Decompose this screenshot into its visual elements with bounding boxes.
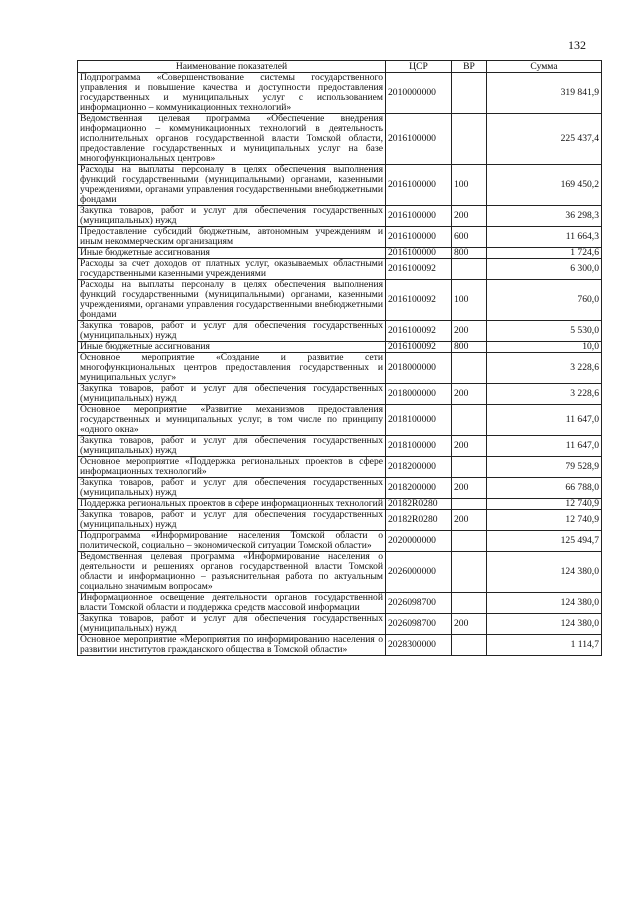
cell-vr: 800 (452, 248, 487, 259)
cell-name: Расходы за счет доходов от платных услуг, оказываемых областными государственными казенными учреждениями (78, 259, 386, 280)
cell-name: Основное мероприятие «Развитие механизмов предоставления государственных и муниципальных услуг, в том числе по принципу «одного окна» (78, 405, 386, 436)
cell-code: 2016100092 (386, 342, 452, 353)
header-vr: ВР (452, 61, 487, 73)
table-row (78, 321, 602, 342)
table-row (78, 593, 602, 614)
cell-vr (452, 457, 487, 478)
cell-sum: 3 228,6 (487, 384, 602, 405)
cell-sum: 79 528,9 (487, 457, 602, 478)
cell-code: 20182R0280 (386, 510, 452, 531)
cell-name: Закупка товаров, работ и услуг для обеспечения государственных (муниципальных) нужд (78, 321, 386, 342)
cell-name: Закупка товаров, работ и услуг для обеспечения государственных (муниципальных) нужд (78, 384, 386, 405)
cell-code: 2018100000 (386, 436, 452, 457)
cell-vr (452, 259, 487, 280)
cell-vr (452, 114, 487, 165)
table-row (78, 259, 602, 280)
cell-name: Предоставление субсидий бюджетным, автономным учреждениям и иным некоммерческим организациям (78, 227, 386, 248)
cell-code: 2026098700 (386, 614, 452, 635)
table-row (78, 614, 602, 635)
cell-sum: 225 437,4 (487, 114, 602, 165)
cell-name: Подпрограмма «Информирование населения Томской области о политической, социально – экономической ситуации Томской области» (78, 531, 386, 552)
cell-code: 2018200000 (386, 457, 452, 478)
table-row (78, 384, 602, 405)
cell-vr: 200 (452, 614, 487, 635)
cell-code: 2026000000 (386, 552, 452, 593)
table-row (78, 436, 602, 457)
table-row (78, 478, 602, 499)
cell-vr (452, 499, 487, 510)
table-row (78, 114, 602, 165)
cell-code: 2016100092 (386, 321, 452, 342)
cell-name: Подпрограмма «Совершенствование системы государственного управления и повышение качества и доступности предоставления государственных и муниципальных услуг с использованием информационно – коммуникационных технологий» (78, 73, 386, 114)
cell-sum: 12 740,9 (487, 499, 602, 510)
cell-code: 2028300000 (386, 635, 452, 656)
table-row (78, 457, 602, 478)
cell-sum: 169 450,2 (487, 165, 602, 206)
cell-vr (452, 353, 487, 384)
cell-vr: 200 (452, 436, 487, 457)
cell-sum: 12 740,9 (487, 510, 602, 531)
cell-sum: 1 114,7 (487, 635, 602, 656)
cell-code: 2016100000 (386, 165, 452, 206)
table-row (78, 165, 602, 206)
cell-vr: 200 (452, 321, 487, 342)
cell-vr (452, 593, 487, 614)
cell-vr: 200 (452, 384, 487, 405)
cell-sum: 319 841,9 (487, 73, 602, 114)
table-row (78, 405, 602, 436)
table-row (78, 635, 602, 656)
cell-sum: 6 300,0 (487, 259, 602, 280)
cell-name: Ведомственная целевая программа «Информирование населения о деятельности и решениях органов государственной власти Томской области и информационно – разъяснительная работа по актуальным социально значимым вопросам» (78, 552, 386, 593)
table-row (78, 248, 602, 259)
cell-code: 2016100000 (386, 206, 452, 227)
table-row (78, 499, 602, 510)
cell-name: Закупка товаров, работ и услуг для обеспечения государственных (муниципальных) нужд (78, 510, 386, 531)
cell-sum: 3 228,6 (487, 353, 602, 384)
cell-sum: 36 298,3 (487, 206, 602, 227)
cell-vr (452, 73, 487, 114)
table-row (78, 227, 602, 248)
cell-vr: 200 (452, 510, 487, 531)
table-header-row (78, 61, 602, 73)
cell-vr (452, 552, 487, 593)
cell-sum: 11 664,3 (487, 227, 602, 248)
cell-code: 2020000000 (386, 531, 452, 552)
cell-name: Основное мероприятие «Поддержка региональных проектов в сфере информационных технологий» (78, 457, 386, 478)
cell-code: 2016100000 (386, 114, 452, 165)
cell-name: Закупка товаров, работ и услуг для обеспечения государственных (муниципальных) нужд (78, 478, 386, 499)
cell-name: Основное мероприятие «Мероприятия по информированию населения о развитии институтов гражданского общества в Томской области» (78, 635, 386, 656)
cell-name: Основное мероприятие «Создание и развитие сети многофункциональных центров предоставления государственных и муниципальных услуг» (78, 353, 386, 384)
cell-code: 2016100000 (386, 227, 452, 248)
cell-vr (452, 635, 487, 656)
cell-sum: 124 380,0 (487, 552, 602, 593)
cell-vr: 200 (452, 478, 487, 499)
cell-code: 2018100000 (386, 405, 452, 436)
cell-vr: 200 (452, 206, 487, 227)
table-row (78, 73, 602, 114)
cell-name: Ведомственная целевая программа «Обеспечение внедрения информационно – коммуникационных технологий в деятельность исполнительных органов государственной власти Томской области, предоставление государственных и муниципальных услуг на базе многофункциональных центров» (78, 114, 386, 165)
cell-name: Расходы на выплаты персоналу в целях обеспечения выполнения функций государственными (муниципальными) органами, казенными учреждениями, органами управления государственными внебюджетными фондами (78, 280, 386, 321)
cell-vr: 100 (452, 165, 487, 206)
cell-sum: 66 788,0 (487, 478, 602, 499)
cell-code: 2018000000 (386, 353, 452, 384)
cell-code: 2010000000 (386, 73, 452, 114)
table-row (78, 342, 602, 353)
table-row (78, 531, 602, 552)
cell-code: 2016100092 (386, 259, 452, 280)
budget-table (77, 60, 602, 656)
header-code: ЦСР (386, 61, 452, 73)
cell-name: Информационное освещение деятельности органов государственной власти Томской области и поддержка средств массовой информации (78, 593, 386, 614)
cell-vr (452, 405, 487, 436)
cell-name: Расходы на выплаты персоналу в целях обеспечения выполнения функций государственными (муниципальными) органами, казенными учреждениями, органами управления государственными внебюджетными фондами (78, 165, 386, 206)
table-row (78, 206, 602, 227)
cell-sum: 5 530,0 (487, 321, 602, 342)
cell-code: 2016100000 (386, 248, 452, 259)
cell-sum: 11 647,0 (487, 405, 602, 436)
cell-vr: 600 (452, 227, 487, 248)
table-row (78, 353, 602, 384)
table-row (78, 510, 602, 531)
cell-sum: 125 494,7 (487, 531, 602, 552)
header-name: Наименование показателей (78, 61, 386, 73)
cell-sum: 11 647,0 (487, 436, 602, 457)
header-sum: Сумма (487, 61, 602, 73)
cell-code: 2018000000 (386, 384, 452, 405)
cell-name: Поддержка региональных проектов в сфере информационных технологий (78, 499, 386, 510)
cell-sum: 124 380,0 (487, 614, 602, 635)
cell-sum: 10,0 (487, 342, 602, 353)
cell-sum: 1 724,6 (487, 248, 602, 259)
cell-sum: 760,0 (487, 280, 602, 321)
cell-name: Иные бюджетные ассигнования (78, 342, 386, 353)
cell-vr (452, 531, 487, 552)
cell-sum: 124 380,0 (487, 593, 602, 614)
cell-code: 2016100092 (386, 280, 452, 321)
cell-code: 2018200000 (386, 478, 452, 499)
cell-vr: 100 (452, 280, 487, 321)
cell-vr: 800 (452, 342, 487, 353)
cell-name: Закупка товаров, работ и услуг для обеспечения государственных (муниципальных) нужд (78, 614, 386, 635)
table-row (78, 280, 602, 321)
table-body (78, 73, 602, 656)
table-row (78, 552, 602, 593)
cell-code: 20182R0280 (386, 499, 452, 510)
cell-name: Иные бюджетные ассигнования (78, 248, 386, 259)
cell-code: 2026098700 (386, 593, 452, 614)
cell-name: Закупка товаров, работ и услуг для обеспечения государственных (муниципальных) нужд (78, 436, 386, 457)
page-number: 132 (568, 38, 586, 52)
cell-name: Закупка товаров, работ и услуг для обеспечения государственных (муниципальных) нужд (78, 206, 386, 227)
